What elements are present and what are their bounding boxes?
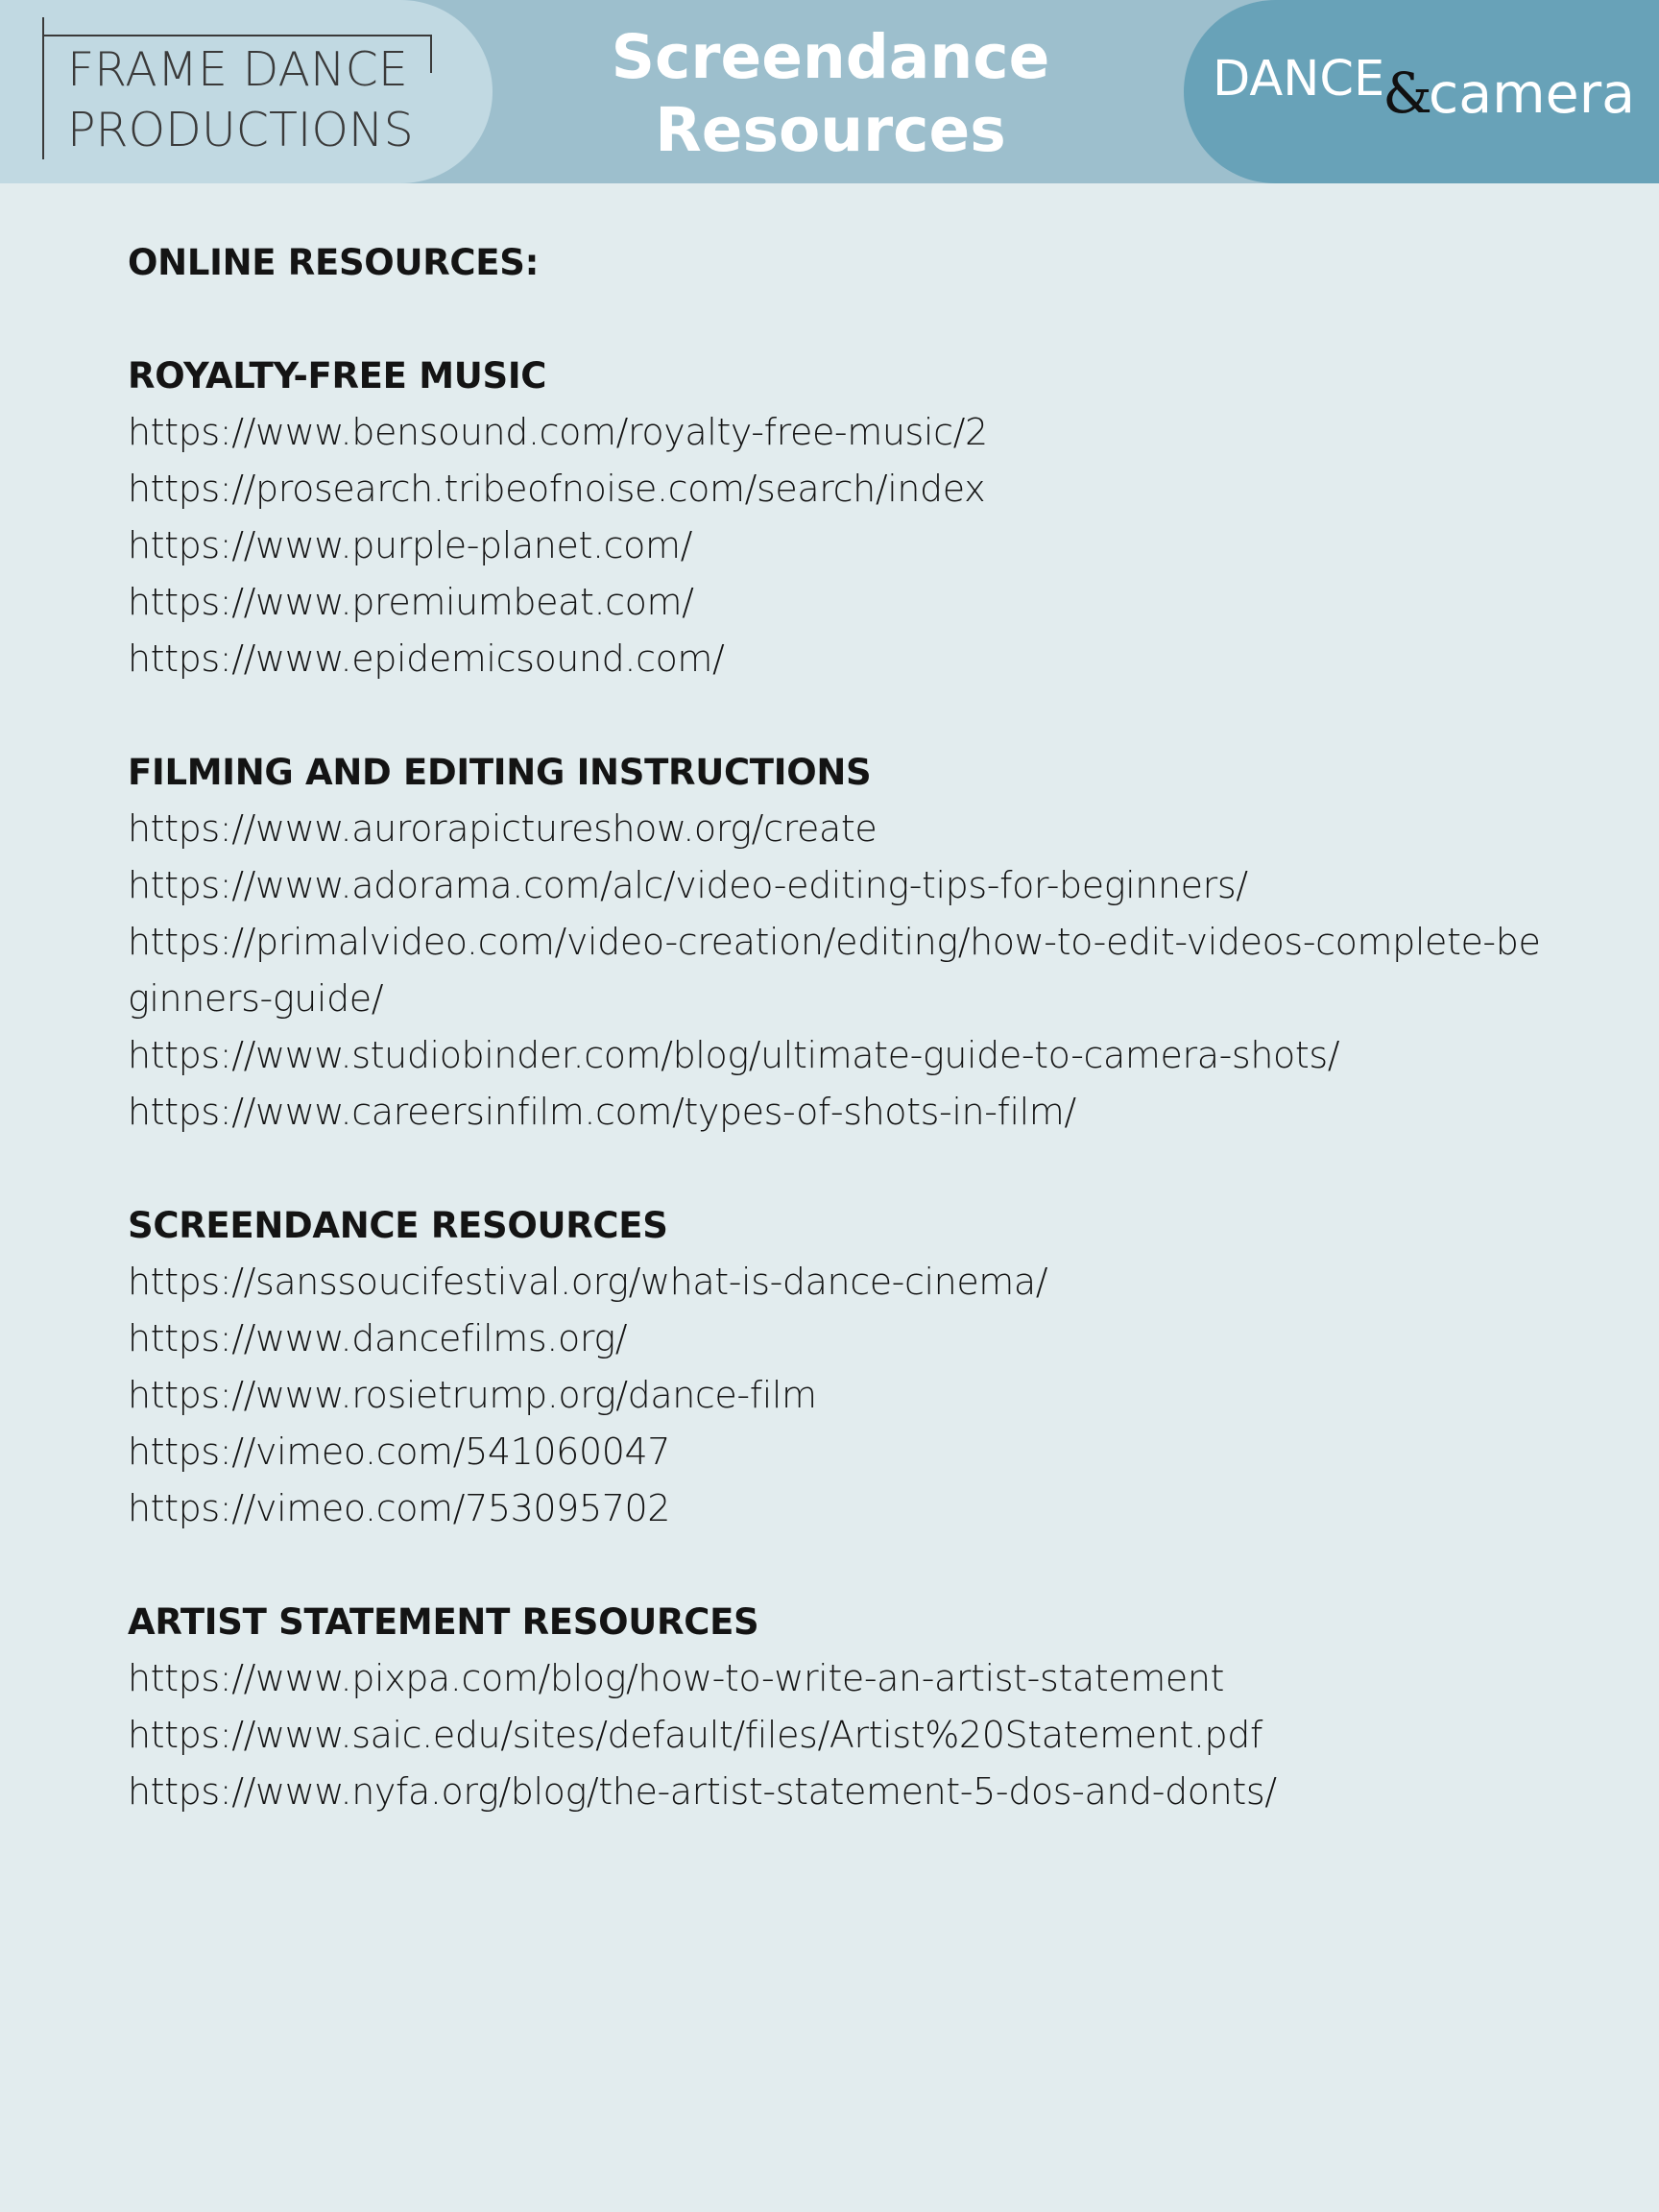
logo-text-line1: FRAME DANCE — [67, 42, 408, 97]
section-royalty-free-music — [128, 348, 1549, 687]
resource-link[interactable]: https://www.epidemicsound.com/ — [128, 637, 725, 680]
section-heading: ROYALTY-FREE MUSIC — [128, 355, 547, 397]
section-screendance-resources — [128, 1197, 1549, 1537]
page-title-line2: Resources — [655, 95, 1006, 165]
section-heading: SCREENDANCE RESOURCES — [128, 1205, 668, 1246]
resource-link[interactable]: https://www.studiobinder.com/blog/ultimate-guide-to-camera-shots/ — [128, 1034, 1340, 1076]
section-heading: FILMING AND EDITING INSTRUCTIONS — [128, 752, 872, 793]
section-filming-and-editing — [128, 744, 1549, 1141]
resource-link[interactable]: https://vimeo.com/541060047 — [128, 1431, 671, 1473]
resource-link[interactable]: https://sanssoucifestival.org/what-is-dance-cinema/ — [128, 1261, 1048, 1303]
resource-link[interactable]: https://www.dancefilms.org/ — [128, 1317, 628, 1359]
logo-frame-top-line — [42, 35, 432, 36]
header-band — [0, 0, 1659, 183]
logo-frame-right-line — [430, 35, 432, 73]
resource-link[interactable]: https://www.adorama.com/alc/video-editing-tips-for-beginners/ — [128, 864, 1248, 906]
resource-link[interactable]: https://www.pixpa.com/blog/how-to-write-an-artist-statement — [128, 1657, 1225, 1699]
resource-link[interactable]: https://www.nyfa.org/blog/the-artist-statement-5-dos-and-donts/ — [128, 1770, 1277, 1813]
resource-link[interactable]: https://www.premiumbeat.com/ — [128, 581, 694, 623]
resource-link[interactable]: https://www.careersinfilm.com/types-of-shots-in-film/ — [128, 1091, 1076, 1133]
resource-link[interactable]: https://www.aurorapictureshow.org/create — [128, 807, 878, 850]
online-resources-heading: ONLINE RESOURCES: — [128, 242, 540, 283]
page-title-line1: Screendance — [611, 22, 1050, 92]
logo-ampersand: & — [1382, 60, 1432, 126]
section-heading: ARTIST STATEMENT RESOURCES — [128, 1601, 759, 1643]
dance-and-camera-wordmark — [1213, 48, 1636, 126]
logo-dance-text: DANCE — [1213, 51, 1385, 108]
section-artist-statement — [128, 1594, 1549, 1820]
page-title — [480, 21, 1181, 167]
resource-link[interactable]: https://primalvideo.com/video-creation/editing/how-to-edit-videos-complete-beginners-guide/ — [128, 921, 1541, 1020]
resource-link[interactable]: https://www.rosietrump.org/dance-film — [128, 1374, 817, 1416]
dance-and-camera-logo — [1184, 0, 1659, 183]
resource-link[interactable]: https://www.bensound.com/royalty-free-music/2 — [128, 411, 988, 453]
logo-text-line2: PRODUCTIONS — [67, 103, 414, 157]
logo-frame-lines — [42, 17, 432, 159]
frame-dance-productions-logo — [0, 0, 493, 183]
resource-link[interactable]: https://www.saic.edu/sites/default/files/Artist%20Statement.pdf — [128, 1714, 1262, 1756]
logo-frame-left-line — [42, 17, 44, 159]
logo-camera-text: camera — [1428, 62, 1636, 126]
resource-link[interactable]: https://vimeo.com/753095702 — [128, 1487, 671, 1529]
resources-content — [128, 234, 1549, 1820]
resource-link[interactable]: https://prosearch.tribeofnoise.com/search/index — [128, 468, 986, 510]
resource-link[interactable]: https://www.purple-planet.com/ — [128, 524, 693, 566]
